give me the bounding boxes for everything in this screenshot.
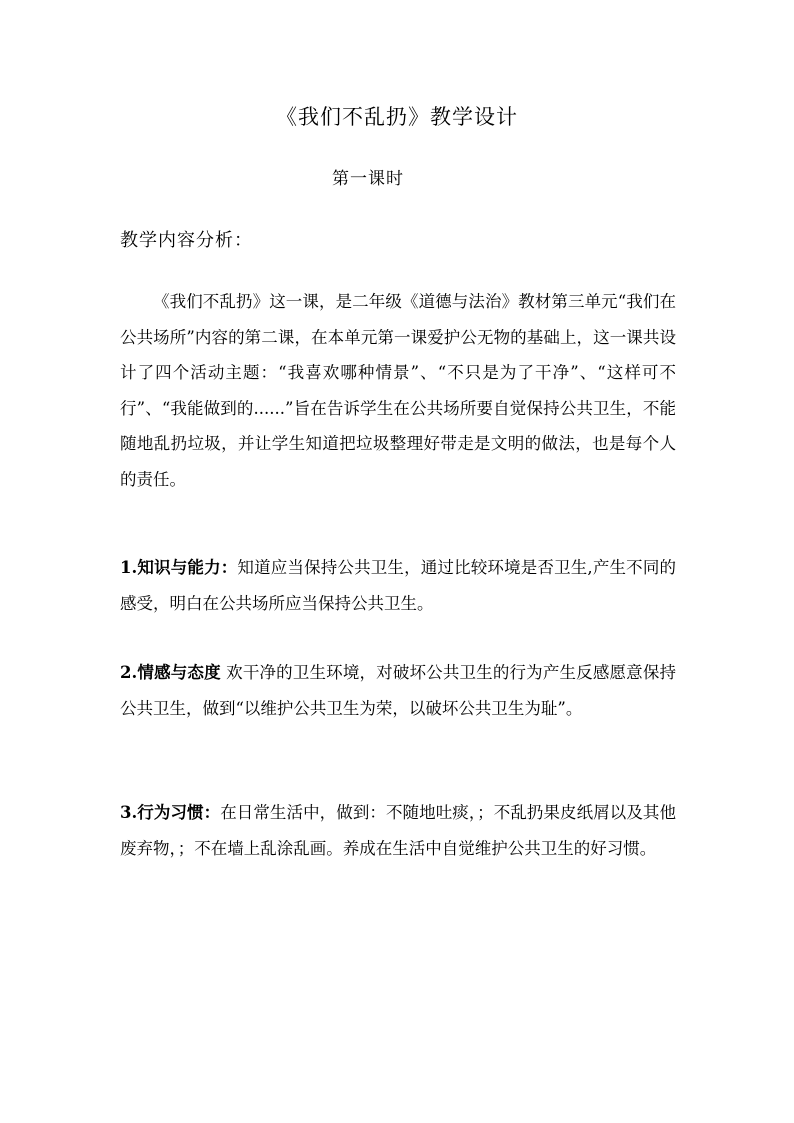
goal-label: 行为习惯： <box>137 803 221 822</box>
goal-text: 在日常生活中，做到：不随地吐痰，；不乱扔果皮纸屑以及其他废弃物，；不在墙上乱涂乱画。养成在生活中自觉维护公共卫生的好习惯。 <box>120 803 677 858</box>
goal-label: 情感与态度 <box>137 663 221 682</box>
intro-paragraph: 《我们不乱扔》这一课，是二年级《道德与法治》教材第三单元“我们在公共场所”内容的第二课，在本单元第一课爱护公无物的基础上，这一课共设计了四个活动主题：“我喜欢哪种情景”、“不只是为了干净”、“这样可不行”、“我能做到的......”旨在告诉学生在公共场所要自觉保持公共卫生，不能随地乱扔垃圾，并让学生知道把垃圾整理好带走是文明的做法，也是每个人的责任。 <box>120 292 676 489</box>
section-heading: 教学内容分析： <box>120 230 253 251</box>
lesson-subtitle: 第一课时 <box>332 169 404 189</box>
goal-text: 欢干净的卫生环境，对破坏公共卫生的行为产生反感愿意保持公共卫生，做到“以维护公共卫生为荣，以破坏公共卫生为耻”。 <box>120 663 677 718</box>
goal-emotion-attitude <box>120 655 676 726</box>
goal-number: 2. <box>120 663 138 682</box>
goal-behavior-habit <box>120 795 676 866</box>
goal-label: 知识与能力： <box>137 558 238 577</box>
document-title: 《我们不乱扔》教学设计 <box>276 105 518 129</box>
goal-number: 1. <box>120 558 138 577</box>
goal-knowledge-ability <box>120 550 676 621</box>
goal-text: 知道应当保持公共卫生，通过比较环境是否卫生,产生不同的感受，明白在公共场所应当保持公共卫生。 <box>120 558 676 613</box>
goal-number: 3. <box>120 803 138 822</box>
